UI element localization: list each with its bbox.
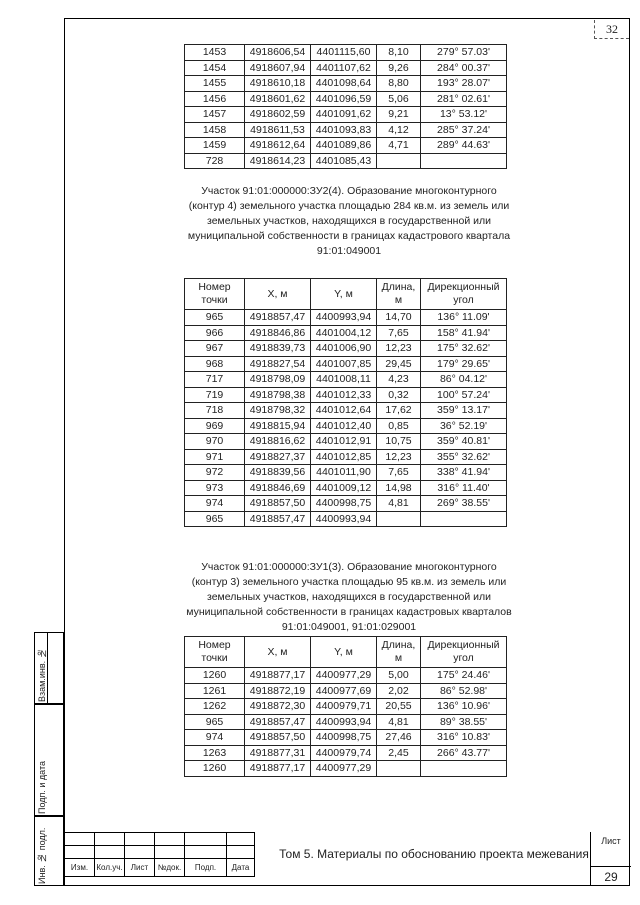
- table-row: [185, 341, 507, 357]
- cell-x: 4918839,73: [245, 341, 311, 357]
- table-row: [185, 418, 507, 434]
- sheet-number: 29: [591, 866, 631, 884]
- cell-y: 4401093,83: [311, 122, 377, 138]
- cell-length: 14,70: [377, 310, 421, 326]
- cell-angle: 175° 24.46': [421, 668, 507, 684]
- cell-angle: 158° 41.94': [421, 325, 507, 341]
- cell-length: 4,81: [377, 496, 421, 512]
- cell-point: 1261: [185, 683, 245, 699]
- header-point: Номер точки: [185, 637, 245, 668]
- cell-point: 967: [185, 341, 245, 357]
- cell-angle: 359° 13.17': [421, 403, 507, 419]
- header-y: Y, м: [311, 637, 377, 668]
- cell-length: 9,21: [377, 107, 421, 123]
- cell-angle: 193° 28.07': [421, 76, 507, 92]
- revision-grid: [64, 832, 255, 877]
- cell-y: 4401085,43: [311, 153, 377, 169]
- cell-y: 4400993,94: [311, 511, 377, 527]
- cell-y: 4400993,94: [311, 714, 377, 730]
- cell-y: 4400998,75: [311, 730, 377, 746]
- header-length: Длина, м: [377, 637, 421, 668]
- table-row: [185, 668, 507, 684]
- cell-length: 5,00: [377, 668, 421, 684]
- cell-angle: 136° 11.09': [421, 310, 507, 326]
- cell-x: 4918877,17: [245, 761, 311, 777]
- table-row: [185, 310, 507, 326]
- cell-angle: 86° 52.98': [421, 683, 507, 699]
- cell-point: 1453: [185, 45, 245, 61]
- table-row: [185, 325, 507, 341]
- header-y: Y, м: [311, 279, 377, 310]
- cell-length: 7,65: [377, 465, 421, 481]
- cell-y: 4401012,91: [311, 434, 377, 450]
- table-row: [185, 511, 507, 527]
- cell-point: 718: [185, 403, 245, 419]
- stamp-column-label: Подп.: [185, 859, 227, 877]
- cell-y: 4401107,62: [311, 60, 377, 76]
- cell-length: 2,45: [377, 745, 421, 761]
- cell-y: 4401096,59: [311, 91, 377, 107]
- cell-length: 0,32: [377, 387, 421, 403]
- cell-angle: [421, 511, 507, 527]
- cell-x: 4918877,17: [245, 668, 311, 684]
- cell-point: 1262: [185, 699, 245, 715]
- cell-x: 4918614,23: [245, 153, 311, 169]
- cell-angle: [421, 153, 507, 169]
- cell-x: 4918877,31: [245, 745, 311, 761]
- table-row: [185, 714, 507, 730]
- cell-x: 4918857,50: [245, 730, 311, 746]
- cell-point: 1458: [185, 122, 245, 138]
- stamp-column-label: Лист: [125, 859, 155, 877]
- cell-y: 4400993,94: [311, 310, 377, 326]
- cell-x: 4918606,54: [245, 45, 311, 61]
- cell-length: [377, 761, 421, 777]
- cell-y: 4400979,74: [311, 745, 377, 761]
- cell-y: 4401012,40: [311, 418, 377, 434]
- cell-angle: 316° 10.83': [421, 730, 507, 746]
- cell-angle: 13° 53.12': [421, 107, 507, 123]
- table-row: [185, 699, 507, 715]
- table-row: [185, 387, 507, 403]
- table-row: [185, 730, 507, 746]
- cell-x: 4918816,62: [245, 434, 311, 450]
- table-row: [185, 76, 507, 92]
- table-row: [185, 496, 507, 512]
- cell-y: 4401009,12: [311, 480, 377, 496]
- cell-angle: 266° 43.77': [421, 745, 507, 761]
- cell-angle: 289° 44.63': [421, 138, 507, 154]
- stamp-column-label: №док.: [155, 859, 185, 877]
- cell-x: 4918815,94: [245, 418, 311, 434]
- cell-x: 4918846,86: [245, 325, 311, 341]
- stamp-column-label: Дата: [227, 859, 255, 877]
- cell-point: 717: [185, 372, 245, 388]
- stamp-column-label: Кол.уч.: [95, 859, 125, 877]
- coordinates-table-1: [184, 44, 507, 169]
- header-angle: Дирекционный угол: [421, 637, 507, 668]
- cell-length: 8,10: [377, 45, 421, 61]
- coordinates-table-2: [184, 278, 507, 527]
- cell-length: 2,02: [377, 683, 421, 699]
- cell-length: 7,65: [377, 325, 421, 341]
- cell-angle: 284° 00.37': [421, 60, 507, 76]
- cell-x: 4918611,53: [245, 122, 311, 138]
- header-x: X, м: [245, 637, 311, 668]
- cell-angle: [421, 761, 507, 777]
- cell-length: 14,98: [377, 480, 421, 496]
- cell-x: 4918601,62: [245, 91, 311, 107]
- cell-length: [377, 153, 421, 169]
- cell-angle: 86° 04.12': [421, 372, 507, 388]
- sheet-box: [590, 832, 631, 886]
- cell-y: 4400998,75: [311, 496, 377, 512]
- cell-x: 4918610,18: [245, 76, 311, 92]
- cell-length: 9,26: [377, 60, 421, 76]
- cell-x: 4918612,64: [245, 138, 311, 154]
- cell-x: 4918827,37: [245, 449, 311, 465]
- cell-point: 1260: [185, 668, 245, 684]
- cell-angle: 269° 38.55': [421, 496, 507, 512]
- cell-point: 965: [185, 310, 245, 326]
- cell-x: 4918857,47: [245, 714, 311, 730]
- cell-y: 4401006,90: [311, 341, 377, 357]
- table-row: [185, 122, 507, 138]
- cell-y: 4401004,12: [311, 325, 377, 341]
- cell-y: 4401098,64: [311, 76, 377, 92]
- cell-x: 4918857,50: [245, 496, 311, 512]
- cell-angle: 136° 10.96': [421, 699, 507, 715]
- cell-point: 1260: [185, 761, 245, 777]
- cell-x: 4918602,59: [245, 107, 311, 123]
- side-label-podp: Подп. и дата: [37, 760, 47, 814]
- cell-length: 5,06: [377, 91, 421, 107]
- parcel-description-3: Участок 91:01:000000:ЗУ1(3). Образование многоконтурного (контур 3) земельного участка площадью 95 кв.м. из земель или земельных участков, находящихся в государственной или муниципальной собственности в границах кадастровых кварталов 91:01:049001, 91:01:029001: [186, 561, 512, 633]
- cell-x: 4918798,09: [245, 372, 311, 388]
- cell-y: 4400977,29: [311, 668, 377, 684]
- table-header-row: [185, 279, 507, 310]
- cell-angle: 279° 57.03': [421, 45, 507, 61]
- document-title: Том 5. Материалы по обоснованию проекта межевания: [279, 847, 589, 861]
- header-x: X, м: [245, 279, 311, 310]
- table-row: [185, 45, 507, 61]
- cell-point: 728: [185, 153, 245, 169]
- cell-x: 4918857,47: [245, 310, 311, 326]
- table-row: [185, 449, 507, 465]
- cell-point: 1459: [185, 138, 245, 154]
- cell-y: 4401115,60: [311, 45, 377, 61]
- cell-x: 4918857,47: [245, 511, 311, 527]
- parcel-description-2: Участок 91:01:000000:ЗУ2(4). Образование многоконтурного (контур 4) земельного участка площадью 284 кв.м. из земель или земельных участков, находящихся в государственной или муниципальной собственности в границах кадастрового квартала 91:01:049001: [187, 185, 511, 257]
- table-row: [185, 761, 507, 777]
- cell-point: 972: [185, 465, 245, 481]
- cell-x: 4918872,30: [245, 699, 311, 715]
- cell-point: 1456: [185, 91, 245, 107]
- cell-point: 973: [185, 480, 245, 496]
- cell-point: 974: [185, 730, 245, 746]
- table-row: [185, 403, 507, 419]
- cell-point: 965: [185, 714, 245, 730]
- cell-length: [377, 511, 421, 527]
- header-angle: Дирекционный угол: [421, 279, 507, 310]
- cell-y: 4401012,33: [311, 387, 377, 403]
- table-row: [185, 465, 507, 481]
- cell-angle: 285° 37.24': [421, 122, 507, 138]
- cell-angle: 281° 02.61': [421, 91, 507, 107]
- cell-x: 4918872,19: [245, 683, 311, 699]
- table-row: [185, 91, 507, 107]
- cell-point: 1457: [185, 107, 245, 123]
- cell-y: 4401008,11: [311, 372, 377, 388]
- table-header-row: [185, 637, 507, 668]
- cell-length: 4,71: [377, 138, 421, 154]
- cell-point: 974: [185, 496, 245, 512]
- cell-angle: 89° 38.55': [421, 714, 507, 730]
- cell-point: 966: [185, 325, 245, 341]
- cell-point: 1454: [185, 60, 245, 76]
- cell-length: 8,80: [377, 76, 421, 92]
- cell-y: 4401007,85: [311, 356, 377, 372]
- header-point: Номер точки: [185, 279, 245, 310]
- cell-length: 12,23: [377, 341, 421, 357]
- cell-angle: 316° 11.40': [421, 480, 507, 496]
- title-block: [64, 832, 630, 886]
- cell-angle: 36° 52.19': [421, 418, 507, 434]
- cell-point: 970: [185, 434, 245, 450]
- cell-y: 4400979,71: [311, 699, 377, 715]
- table-row: [185, 372, 507, 388]
- stamp-column-label: Изм.: [65, 859, 95, 877]
- table-row: [185, 480, 507, 496]
- side-label-inv: Инв. № подл.: [37, 827, 47, 884]
- cell-angle: 100° 57.24': [421, 387, 507, 403]
- cell-point: 968: [185, 356, 245, 372]
- cell-point: 1455: [185, 76, 245, 92]
- cell-angle: 355° 32.62': [421, 449, 507, 465]
- table-row: [185, 60, 507, 76]
- cell-length: 29,45: [377, 356, 421, 372]
- cell-y: 4401011,90: [311, 465, 377, 481]
- cell-length: 17,62: [377, 403, 421, 419]
- cell-point: 719: [185, 387, 245, 403]
- cell-angle: 175° 32.62': [421, 341, 507, 357]
- page-number: 32: [594, 20, 629, 39]
- cell-x: 4918839,56: [245, 465, 311, 481]
- cell-point: 971: [185, 449, 245, 465]
- cell-angle: 338° 41.94': [421, 465, 507, 481]
- cell-length: 0,85: [377, 418, 421, 434]
- cell-angle: 179° 29.65': [421, 356, 507, 372]
- cell-angle: 359° 40.81': [421, 434, 507, 450]
- sheet-label: Лист: [601, 836, 621, 846]
- cell-y: 4401091,62: [311, 107, 377, 123]
- cell-y: 4400977,69: [311, 683, 377, 699]
- cell-length: 4,23: [377, 372, 421, 388]
- cell-x: 4918798,32: [245, 403, 311, 419]
- cell-length: 12,23: [377, 449, 421, 465]
- cell-x: 4918827,54: [245, 356, 311, 372]
- table-row: [185, 153, 507, 169]
- cell-point: 1263: [185, 745, 245, 761]
- header-length: Длина, м: [377, 279, 421, 310]
- cell-length: 20,55: [377, 699, 421, 715]
- cell-length: 10,75: [377, 434, 421, 450]
- side-label-vzam: Взам.инв. №: [37, 648, 47, 702]
- cell-y: 4401012,64: [311, 403, 377, 419]
- cell-length: 4,12: [377, 122, 421, 138]
- cell-length: 4,81: [377, 714, 421, 730]
- table-row: [185, 745, 507, 761]
- table-row: [185, 356, 507, 372]
- cell-x: 4918798,38: [245, 387, 311, 403]
- cell-point: 965: [185, 511, 245, 527]
- cell-length: 27,46: [377, 730, 421, 746]
- table-row: [185, 107, 507, 123]
- cell-point: 969: [185, 418, 245, 434]
- cell-y: 4401089,86: [311, 138, 377, 154]
- coordinates-table-3: [184, 636, 507, 777]
- cell-y: 4401012,85: [311, 449, 377, 465]
- cell-x: 4918607,94: [245, 60, 311, 76]
- cell-y: 4400977,29: [311, 761, 377, 777]
- cell-x: 4918846,69: [245, 480, 311, 496]
- table-row: [185, 683, 507, 699]
- table-row: [185, 138, 507, 154]
- table-row: [185, 434, 507, 450]
